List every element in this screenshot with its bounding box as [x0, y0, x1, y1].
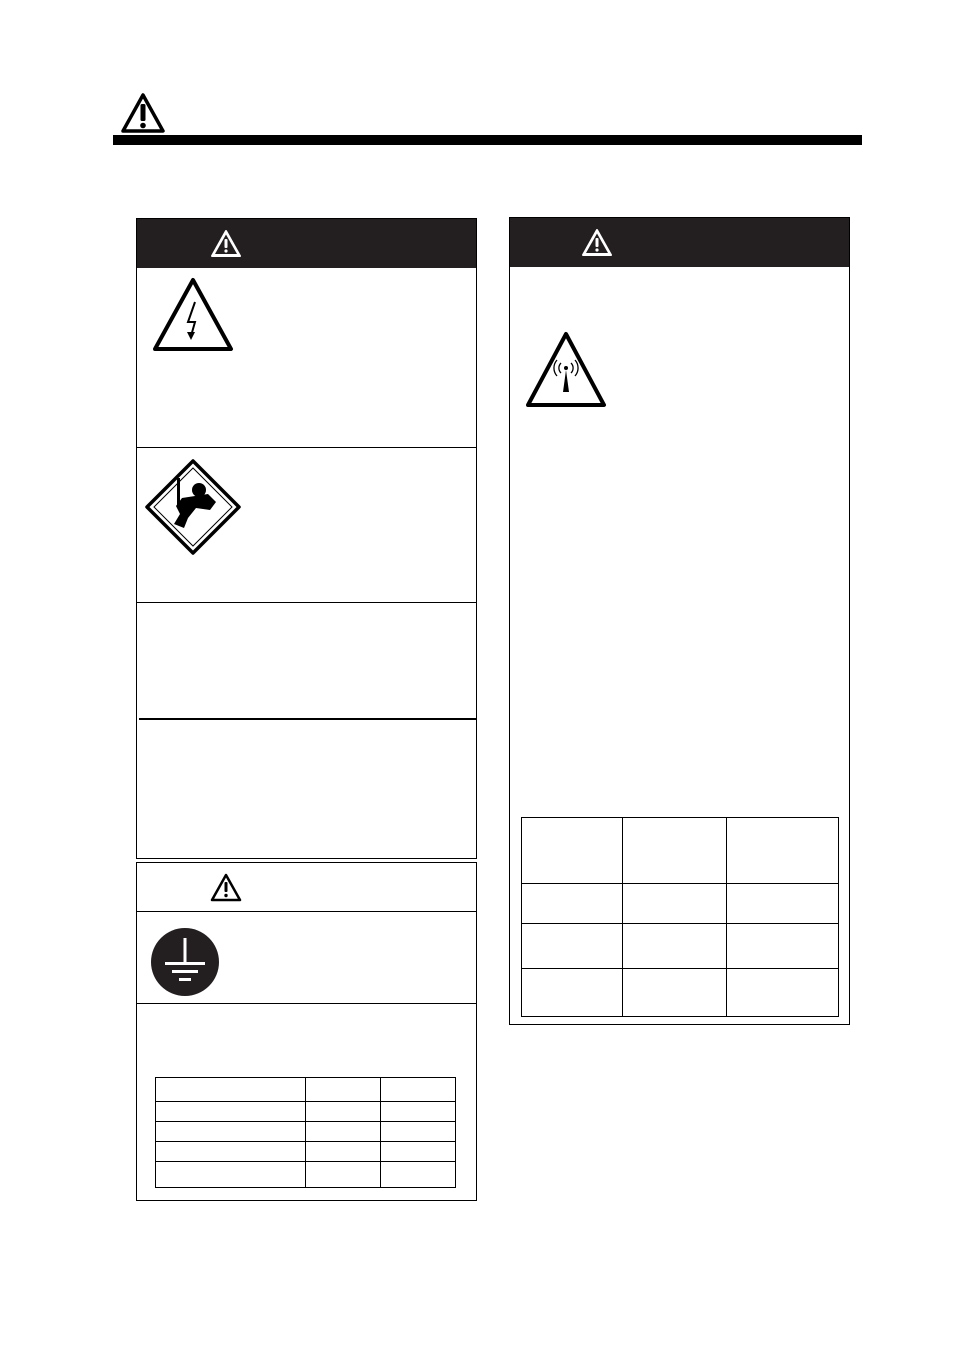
rf-distance-table [521, 817, 839, 1017]
table-cell [306, 1078, 381, 1102]
electric-shock-icon [151, 276, 235, 354]
table-cell [306, 1102, 381, 1122]
table-cell [381, 1162, 456, 1188]
page-title-warning-icon [120, 92, 166, 134]
right-warning-box [509, 217, 850, 1025]
table-cell [381, 1102, 456, 1122]
table-cell [381, 1078, 456, 1102]
warning-triangle-icon [581, 228, 613, 258]
left-warning-header [137, 219, 476, 268]
left-warning-box [136, 218, 477, 859]
warning-triangle-icon [210, 229, 242, 259]
caution-header-divider [137, 911, 476, 912]
caution-section-divider [137, 1003, 476, 1004]
table-row [156, 1078, 456, 1102]
table-cell [156, 1102, 306, 1122]
caution-table [155, 1077, 456, 1188]
left-caution-box [136, 862, 477, 1201]
table-cell [727, 924, 839, 969]
table-row [522, 818, 839, 884]
table-cell [522, 924, 623, 969]
table-cell [156, 1078, 306, 1102]
falling-person-hazard-icon [144, 458, 242, 556]
table-row [156, 1162, 456, 1188]
table-cell [727, 969, 839, 1017]
table-row [522, 969, 839, 1017]
right-warning-header [510, 218, 849, 267]
table-cell [156, 1122, 306, 1142]
table-cell [623, 969, 727, 1017]
title-rule [113, 135, 862, 145]
table-row [156, 1122, 456, 1142]
table-cell [381, 1122, 456, 1142]
table-cell [156, 1162, 306, 1188]
table-cell [623, 924, 727, 969]
table-row [156, 1102, 456, 1122]
protective-ground-icon [149, 926, 221, 998]
warning-triangle-icon [210, 873, 242, 903]
table-cell [623, 884, 727, 924]
section-divider [137, 447, 476, 448]
table-row [522, 884, 839, 924]
table-row [156, 1142, 456, 1162]
table-cell [522, 969, 623, 1017]
table-cell [727, 884, 839, 924]
table-cell [727, 818, 839, 884]
section-divider [137, 602, 476, 603]
table-cell [522, 884, 623, 924]
table-cell [156, 1142, 306, 1162]
section-divider [139, 718, 476, 720]
table-cell [306, 1162, 381, 1188]
table-cell [306, 1122, 381, 1142]
table-cell [306, 1142, 381, 1162]
table-cell [522, 818, 623, 884]
table-cell [623, 818, 727, 884]
table-row [522, 924, 839, 969]
table-cell [381, 1142, 456, 1162]
radio-frequency-radiation-icon [524, 330, 608, 410]
